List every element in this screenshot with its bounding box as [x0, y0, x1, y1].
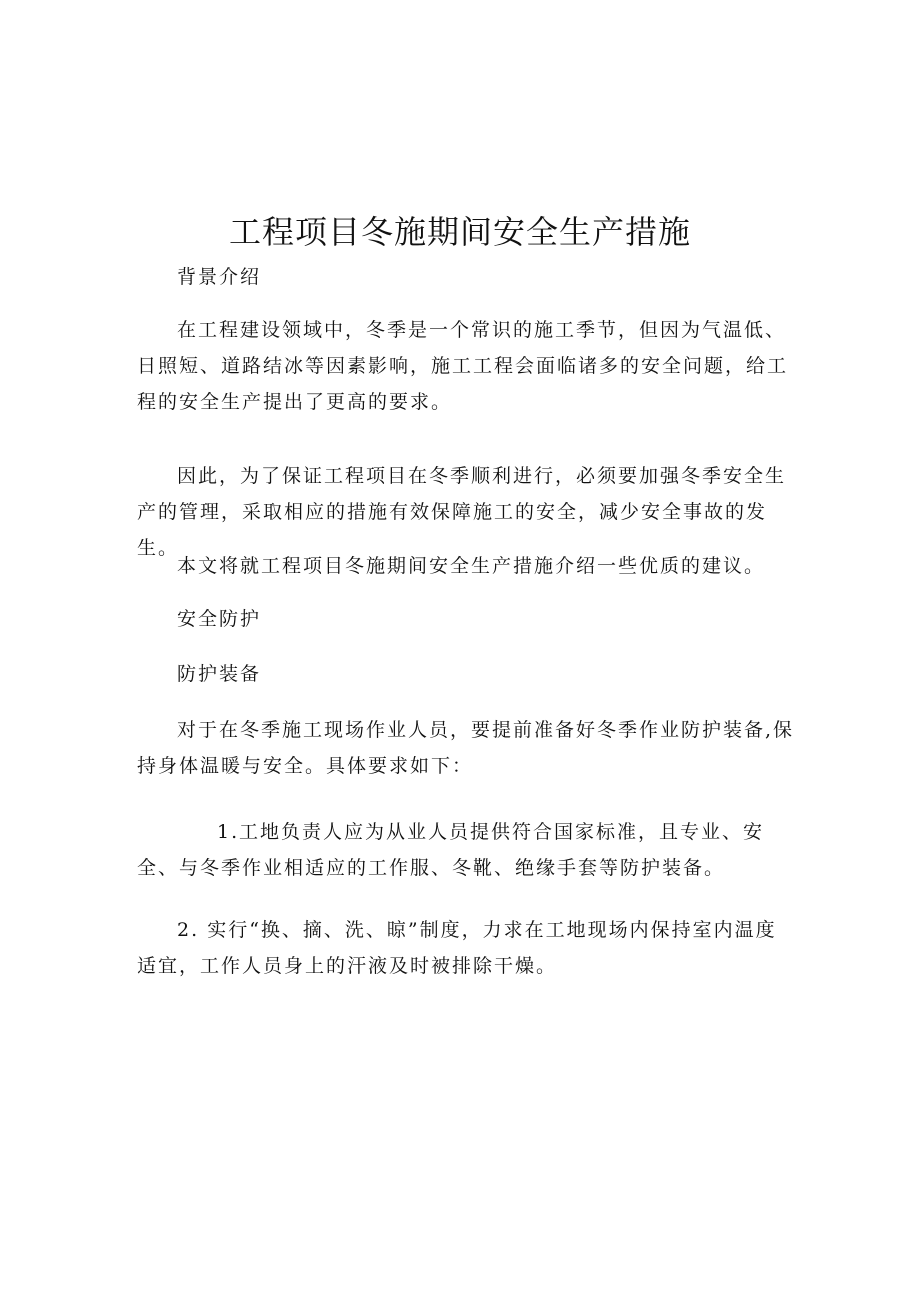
section-heading-background: 背景介绍 — [177, 266, 262, 288]
paragraph-equipment-1: 对于在冬季施工现场作业人员，要提前准备好冬季作业防护装备,保持身体温暖与安全。具体要求如下： — [137, 719, 795, 777]
paragraph-background-3: 本文将就工程项目冬施期间安全生产措施介绍一些优质的建议。 — [177, 555, 766, 577]
section-heading-safety: 安全防护 — [177, 608, 262, 630]
list-item-text: 实行“换、摘、洗、晾”制度，力求在工地现场内保持室内温度适宜，工作人员身上的汗液及时被排除干燥。 — [137, 919, 777, 977]
section-heading-equipment: 防护装备 — [177, 663, 262, 685]
document-title: 工程项目冬施期间安全生产措施 — [228, 213, 691, 251]
list-item-number: 2. — [177, 919, 200, 941]
list-item-number: 1. — [217, 821, 240, 843]
list-item-2 — [137, 912, 797, 984]
paragraph-background-2: 因此，为了保证工程项目在冬季顺利进行，必须要加强冬季安全生产的管理，采取相应的措施有效保障施工的安全，减少安全事故的发生。 — [137, 465, 787, 559]
paragraph-background-1: 在工程建设领域中，冬季是一个常识的施工季节，但因为气温低、日照短、道路结冰等因素影响，施工工程会面临诸多的安全问题，给工程的安全生产提出了更高的要求。 — [137, 319, 789, 413]
list-item-1 — [137, 814, 797, 886]
list-item-text: 工地负责人应为从业人员提供符合国家标准，且专业、安全、与冬季作业相适应的工作服、冬靴、绝缘手套等防护装备。 — [137, 821, 765, 879]
